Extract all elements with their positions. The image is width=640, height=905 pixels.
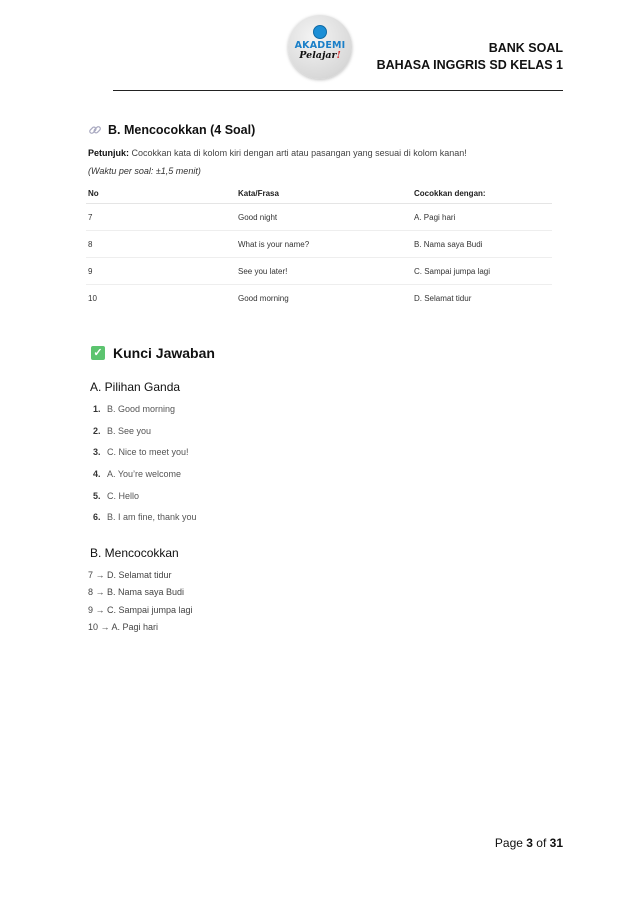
logo-exclaim: ! — [336, 50, 341, 61]
list-item — [93, 512, 197, 534]
item-number: 2. — [93, 425, 101, 436]
cell-no: 7 — [86, 204, 236, 231]
col-header-no: No — [86, 184, 236, 204]
header-divider — [113, 90, 563, 91]
table-row — [86, 231, 552, 258]
list-item — [93, 491, 197, 513]
answer-key-heading — [91, 345, 215, 361]
table-row — [86, 285, 552, 312]
of-label: of — [532, 836, 550, 850]
cell-phrase: Good morning — [238, 293, 289, 303]
item-number: 1. — [93, 404, 101, 414]
instruction-label: Petunjuk: — [88, 148, 130, 158]
page-number — [495, 836, 563, 850]
list-item: 7 → D. Selamat tidur — [88, 570, 172, 580]
list-item: 9 → C. Sampai jumpa lagi — [88, 604, 193, 615]
col-header-phrase: Kata/Frasa — [236, 184, 412, 204]
answer-key-title: Kunci Jawaban — [113, 345, 215, 361]
page-label: Page — [494, 836, 527, 850]
multiple-choice-answers — [93, 404, 197, 534]
item-answer: B. Good morning — [107, 404, 176, 414]
cell-no: 8 — [86, 231, 236, 258]
cell-no: 9 — [86, 258, 236, 285]
cell-match: B. Nama saya Budi — [412, 231, 552, 258]
col-header-match: Cocokkan dengan: — [412, 184, 552, 204]
current-page: 3 — [526, 836, 533, 850]
section-heading — [88, 123, 255, 137]
time-note: (Waktu per soal: ±1,5 menit) — [88, 166, 201, 176]
logo-line2 — [288, 50, 352, 61]
cell-no: 10 — [88, 293, 97, 303]
list-item: 8 → B. Nama saya Budi — [88, 587, 185, 598]
item-number: 5. — [93, 490, 101, 501]
cell-phrase: What is your name? — [236, 231, 412, 258]
cell-match: A. Pagi hari — [412, 204, 552, 231]
item-answer: B. See you — [107, 425, 152, 436]
item-number: 6. — [93, 512, 101, 523]
check-box-icon: ✓ — [91, 346, 105, 360]
total-pages: 31 — [549, 836, 563, 850]
item-answer: B. I am fine, thank you — [107, 512, 197, 523]
matching-answers — [88, 570, 193, 639]
list-item — [93, 469, 197, 491]
globe-icon — [313, 25, 327, 39]
table-row — [86, 258, 552, 285]
item-answer: A. You’re welcome — [107, 469, 182, 480]
item-number: 4. — [93, 469, 101, 480]
header-title: BANK SOAL — [488, 41, 563, 55]
list-item: 10 → A. Pagi hari — [88, 621, 159, 632]
item-answer: C. Hello — [107, 490, 140, 501]
item-answer: C. Nice to meet you! — [107, 447, 189, 458]
logo-line2-text: Pelajar — [299, 50, 337, 61]
item-number: 3. — [93, 447, 101, 458]
list-item — [93, 447, 197, 469]
instruction-text: Cocokkan kata di kolom kiri dengan arti atau pasangan yang sesuai di kolom kanan! — [129, 148, 467, 158]
list-item — [93, 426, 197, 448]
akademi-pelajar-logo — [288, 15, 352, 79]
table-row — [86, 204, 552, 231]
table-header-row — [86, 184, 552, 204]
part-b-title: B. Mencocokkan — [90, 546, 179, 560]
cell-phrase: See you later! — [236, 258, 412, 285]
cell-phrase: Good night — [236, 204, 412, 231]
matching-table — [86, 184, 552, 311]
cell-match: D. Selamat tidur — [414, 293, 472, 303]
header-subtitle: BAHASA INGGRIS SD KELAS 1 — [376, 58, 563, 72]
link-icon — [88, 123, 102, 137]
part-a-title: A. Pilihan Ganda — [90, 380, 181, 394]
logo-line1: AKADEMI — [294, 40, 346, 51]
section-title: B. Mencocokkan (4 Soal) — [108, 123, 256, 137]
list-item — [93, 404, 197, 426]
instruction — [88, 148, 467, 158]
cell-match: C. Sampai jumpa lagi — [412, 258, 552, 285]
